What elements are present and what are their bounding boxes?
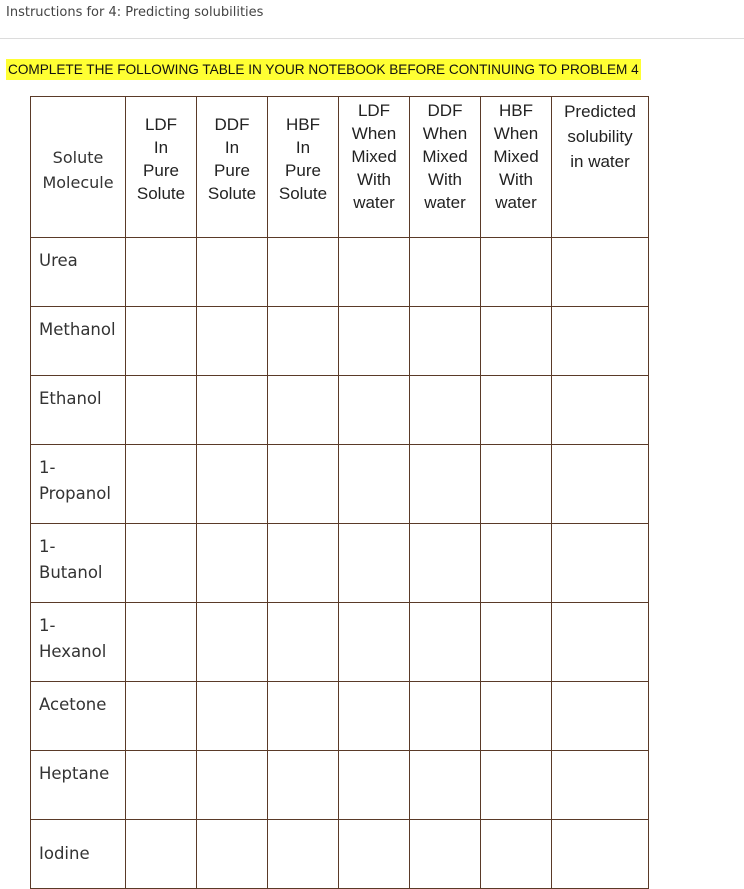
table-row [31, 376, 649, 445]
table-cell [481, 376, 552, 445]
header-line: Solute [136, 184, 186, 203]
header-line: With [499, 170, 533, 189]
table-cell [339, 524, 410, 603]
table-row [31, 820, 649, 889]
table-cell [197, 820, 268, 889]
table-cell [268, 238, 339, 307]
table-cell [197, 307, 268, 376]
header-hbf-pure [268, 97, 339, 238]
solute-name: Ethanol [39, 389, 102, 408]
table-cell [552, 820, 649, 889]
solute-name: Propanol [39, 484, 111, 503]
table-cell [410, 307, 481, 376]
table-cell [481, 524, 552, 603]
header-line: water [495, 193, 537, 212]
header-line: LDF [357, 101, 391, 120]
table-cell [410, 238, 481, 307]
table-cell [126, 603, 197, 682]
solute-cell [31, 524, 126, 603]
table-cell [197, 751, 268, 820]
header-ddf-mixed [410, 97, 481, 238]
header-line: DDF [427, 101, 463, 120]
solute-name: 1- [39, 458, 56, 477]
table-cell [410, 682, 481, 751]
solute-name: Acetone [39, 695, 107, 714]
header-ddf-pure [197, 97, 268, 238]
header-line: Pure [214, 161, 250, 180]
page-title: Instructions for 4: Predicting solubilities [6, 5, 264, 20]
table-cell [410, 524, 481, 603]
solute-name: 1- [39, 537, 56, 556]
header-ldf-pure [126, 97, 197, 238]
table-cell [339, 376, 410, 445]
table-cell [126, 682, 197, 751]
table-cell [552, 603, 649, 682]
header-bar [0, 0, 744, 39]
header-line: When [493, 124, 539, 143]
table-row [31, 524, 649, 603]
solute-cell [31, 307, 126, 376]
solute-name: Butanol [39, 563, 103, 582]
header-line: Mixed [493, 147, 539, 166]
table-cell [481, 307, 552, 376]
header-line: Molecule [42, 173, 114, 192]
table-cell [268, 682, 339, 751]
table-cell [339, 307, 410, 376]
solute-name: Iodine [39, 844, 90, 863]
header-row [31, 97, 649, 238]
header-line: Mixed [351, 147, 397, 166]
solute-name: 1- [39, 616, 56, 635]
table-cell [339, 751, 410, 820]
solute-cell [31, 376, 126, 445]
table-row [31, 603, 649, 682]
solute-cell [31, 751, 126, 820]
table-cell [339, 820, 410, 889]
header-line: HBF [499, 101, 533, 120]
header-line: Solute [207, 184, 257, 203]
table-cell [481, 682, 552, 751]
header-line: Solute [278, 184, 328, 203]
table-cell [268, 445, 339, 524]
header-line: Predicted [564, 102, 636, 121]
table-cell [552, 238, 649, 307]
header-line: In [224, 138, 240, 157]
solute-name: Urea [39, 251, 78, 270]
header-predicted-solubility [552, 97, 649, 238]
table-cell [339, 445, 410, 524]
instruction-banner: COMPLETE THE FOLLOWING TABLE IN YOUR NOTEBOOK BEFORE CONTINUING TO PROBLEM 4 [6, 59, 641, 80]
table-cell [481, 445, 552, 524]
header-line: When [351, 124, 397, 143]
solute-name: Heptane [39, 764, 110, 783]
header-ldf-mixed [339, 97, 410, 238]
table-cell [339, 682, 410, 751]
table-cell [268, 820, 339, 889]
table-cell [268, 751, 339, 820]
table-cell [552, 524, 649, 603]
header-line: DDF [214, 115, 250, 134]
header-line: water [353, 193, 395, 212]
header-hbf-mixed [481, 97, 552, 238]
header-line: In [295, 138, 311, 157]
table-cell [339, 238, 410, 307]
table-row [31, 238, 649, 307]
header-line: HBF [286, 115, 320, 134]
table-cell [410, 751, 481, 820]
table-row [31, 307, 649, 376]
table-cell [197, 682, 268, 751]
header-line: With [357, 170, 391, 189]
table-cell [197, 445, 268, 524]
solute-cell [31, 820, 126, 889]
table-cell [552, 682, 649, 751]
table-cell [552, 307, 649, 376]
table-row [31, 445, 649, 524]
solubility-table [30, 96, 649, 889]
table-cell [126, 524, 197, 603]
table-cell [339, 603, 410, 682]
solute-cell [31, 445, 126, 524]
table-row [31, 682, 649, 751]
table-cell [268, 376, 339, 445]
table-cell [410, 376, 481, 445]
solute-name: Methanol [39, 320, 116, 339]
table-cell [410, 445, 481, 524]
solute-cell [31, 603, 126, 682]
table-cell [126, 238, 197, 307]
header-line: With [428, 170, 462, 189]
table-cell [197, 238, 268, 307]
table-cell [410, 603, 481, 682]
table-cell [268, 603, 339, 682]
header-line: in water [570, 152, 630, 171]
table-cell [126, 445, 197, 524]
table-cell [126, 751, 197, 820]
table-cell [481, 238, 552, 307]
table-cell [197, 524, 268, 603]
header-solute-molecule [31, 97, 126, 238]
table-cell [552, 445, 649, 524]
solute-cell [31, 238, 126, 307]
table-cell [268, 307, 339, 376]
solute-cell [31, 682, 126, 751]
table-row [31, 751, 649, 820]
table-cell [481, 820, 552, 889]
header-line: Pure [143, 161, 179, 180]
table-cell [481, 603, 552, 682]
table-cell [481, 751, 552, 820]
header-line: solubility [567, 127, 633, 146]
header-line: When [422, 124, 468, 143]
header-line: Mixed [422, 147, 468, 166]
table-cell [552, 376, 649, 445]
table-cell [126, 376, 197, 445]
header-line: Solute [52, 148, 104, 167]
table-cell [126, 820, 197, 889]
solute-name: Hexanol [39, 642, 107, 661]
table-cell [197, 603, 268, 682]
table-cell [126, 307, 197, 376]
table-cell [197, 376, 268, 445]
header-line: Pure [285, 161, 321, 180]
table-cell [268, 524, 339, 603]
header-line: water [424, 193, 466, 212]
table-cell [552, 751, 649, 820]
header-line: LDF [144, 115, 178, 134]
table-cell [410, 820, 481, 889]
header-line: In [153, 138, 169, 157]
